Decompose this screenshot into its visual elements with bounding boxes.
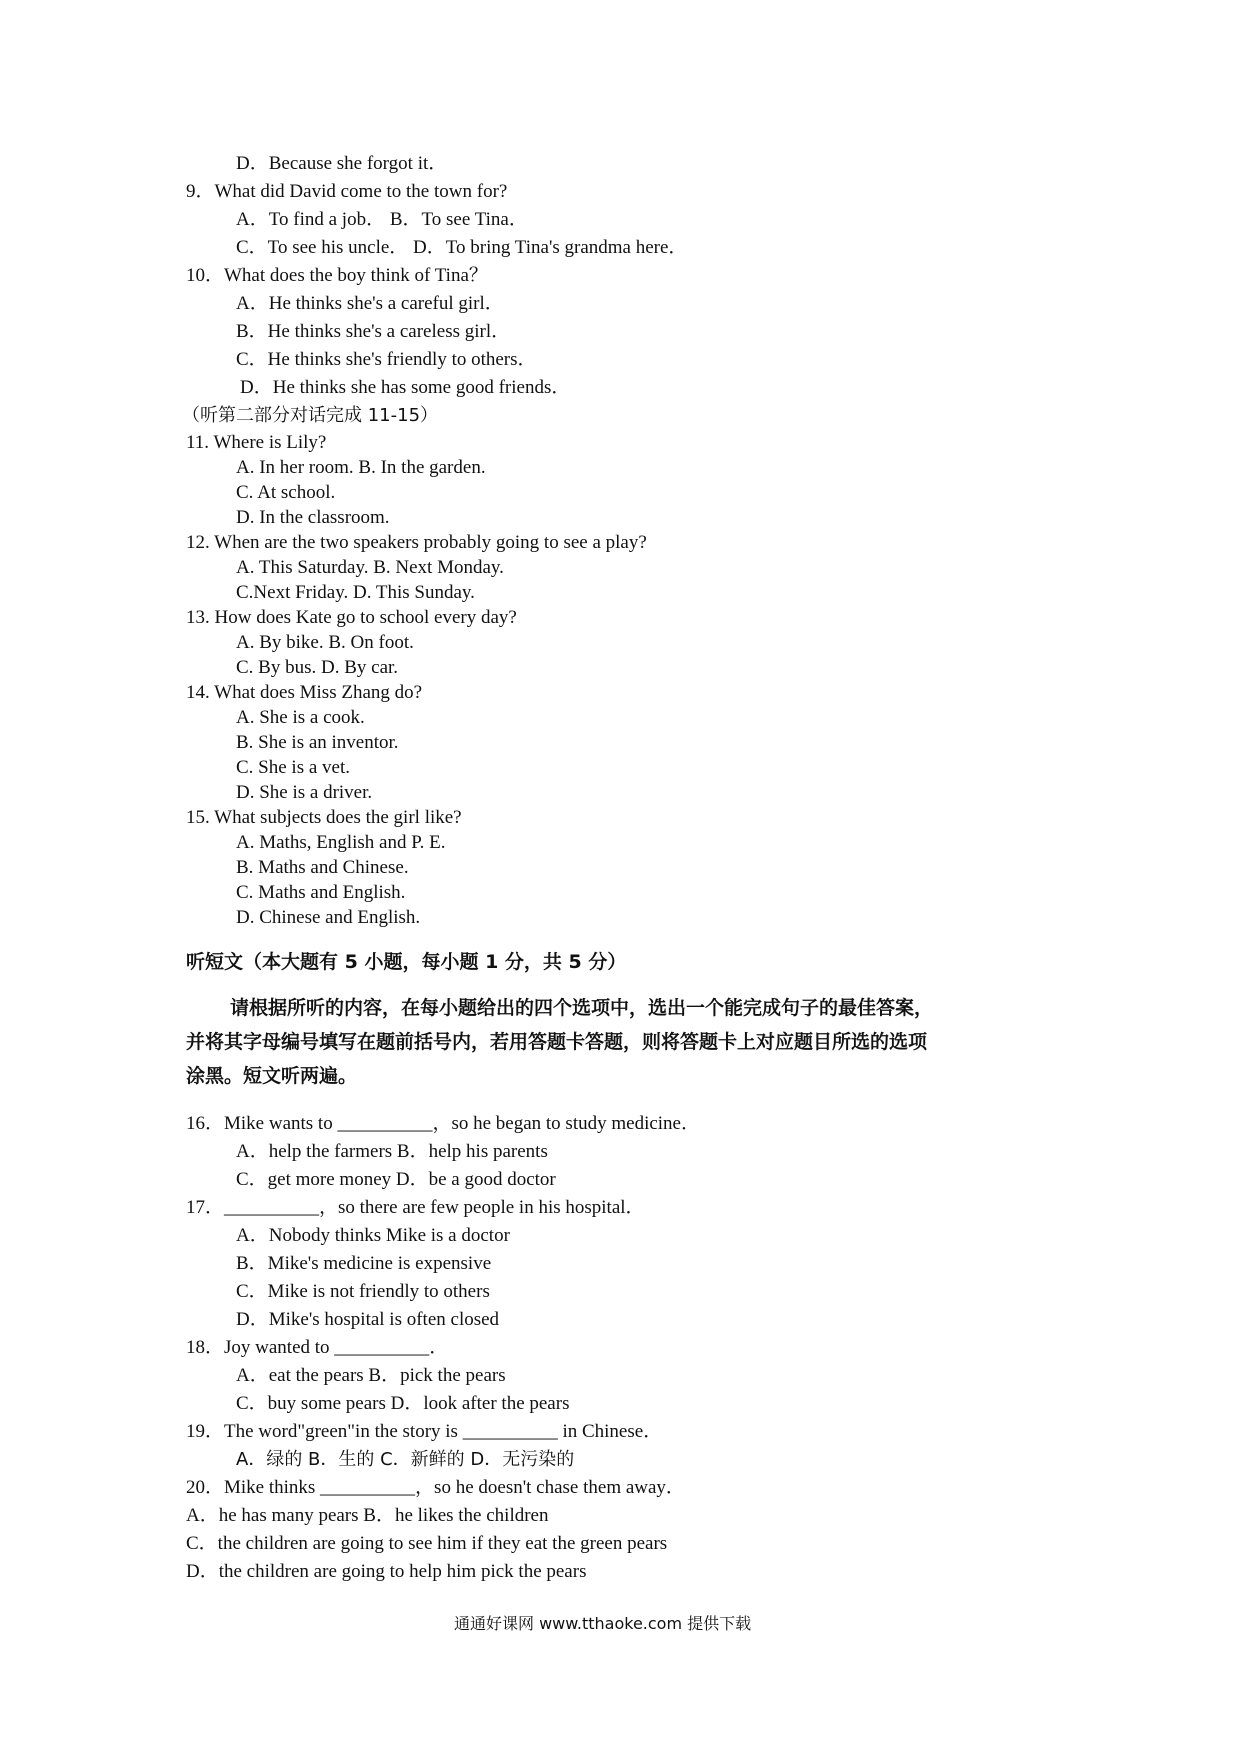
question-19: 19．The word"green"in the story is __________ in Chinese． [186,1421,663,1442]
instructions-line-2: 并将其字母编号填写在题前括号内，若用答题卡答题，则将答题卡上对应题目所选的选项 [186,1031,928,1053]
instructions-line-3: 涂黑。短文听两遍。 [186,1065,358,1087]
q20-option-c: C．the children are going to see him if they eat the green pears [186,1533,668,1554]
q10-option-b: B．He thinks she's a careless girl． [236,321,511,342]
q14-option-a: A. She is a cook. [236,707,365,728]
q15-option-a: A. Maths, English and P. E. [236,832,446,853]
question-17: 17．__________，so there are few people in his hospital． [186,1197,645,1218]
q18-options-cd: C．buy some pears D．look after the pears [236,1393,570,1414]
question-10: 10．What does the boy think of Tina？ [186,265,488,286]
q11-option-d: D. In the classroom. [236,507,390,528]
q18-options-ab: A．eat the pears B．pick the pears [236,1365,506,1386]
question-20: 20．Mike thinks __________，so he doesn't chase them away． [186,1477,685,1498]
q12-options-ab: A. This Saturday. B. Next Monday. [236,557,504,578]
section-note: （听第二部分对话完成 11-15） [182,405,439,426]
question-18: 18．Joy wanted to __________． [186,1337,449,1358]
q10-option-d: D．He thinks she has some good friends． [240,377,571,398]
instructions-line-1: 请根据所听的内容，在每小题给出的四个选项中，选出一个能完成句子的最佳答案， [230,997,934,1019]
section-heading: 听短文（本大题有 5 小题，每小题 1 分，共 5 分） [186,951,627,973]
q20-options-ab: A．he has many pears B．he likes the children [186,1505,549,1526]
question-9: 9．What did David come to the town for? [186,181,508,202]
q16-options-cd: C．get more money D．be a good doctor [236,1169,556,1190]
q11-option-c: C. At school. [236,482,336,503]
question-15: 15. What subjects does the girl like? [186,807,462,828]
question-12: 12. When are the two speakers probably going to see a play? [186,532,647,553]
q15-option-c: C. Maths and English. [236,882,406,903]
q17-option-c: C．Mike is not friendly to others [236,1281,490,1302]
q14-option-c: C. She is a vet. [236,757,350,778]
q15-option-d: D. Chinese and English. [236,907,421,928]
q9-options-ab: A．To find a job． B．To see Tina． [236,209,528,230]
q17-option-b: B．Mike's medicine is expensive [236,1253,492,1274]
question-11: 11. Where is Lily? [186,432,327,453]
q12-options-cd: C.Next Friday. D. This Sunday. [236,582,475,603]
q9-options-cd: C．To see his uncle． D．To bring Tina's grandma here． [236,237,688,258]
q10-option-c: C．He thinks she's friendly to others． [236,349,537,370]
q13-options-ab: A. By bike. B. On foot. [236,632,414,653]
q13-options-cd: C. By bus. D. By car. [236,657,399,678]
q10-option-a: A．He thinks she's a careful girl． [236,293,504,314]
question-13: 13. How does Kate go to school every day? [186,607,517,628]
question-16: 16．Mike wants to __________，so he began to study medicine． [186,1113,700,1134]
q8-option-d: D．Because she forgot it． [236,153,448,174]
q17-option-a: A．Nobody thinks Mike is a doctor [236,1225,510,1246]
q11-options-ab: A. In her room. B. In the garden. [236,457,486,478]
page-footer: 通通好课网 www.tthaoke.com 提供下载 [454,1614,752,1633]
q19-options: A．绿的 B．生的 C．新鲜的 D．无污染的 [236,1449,575,1470]
q20-option-d: D．the children are going to help him pick the pears [186,1561,587,1582]
q15-option-b: B. Maths and Chinese. [236,857,409,878]
q14-option-d: D. She is a driver. [236,782,373,803]
q14-option-b: B. She is an inventor. [236,732,399,753]
q17-option-d: D．Mike's hospital is often closed [236,1309,500,1330]
q16-options-ab: A．help the farmers B．help his parents [236,1141,548,1162]
question-14: 14. What does Miss Zhang do? [186,682,423,703]
